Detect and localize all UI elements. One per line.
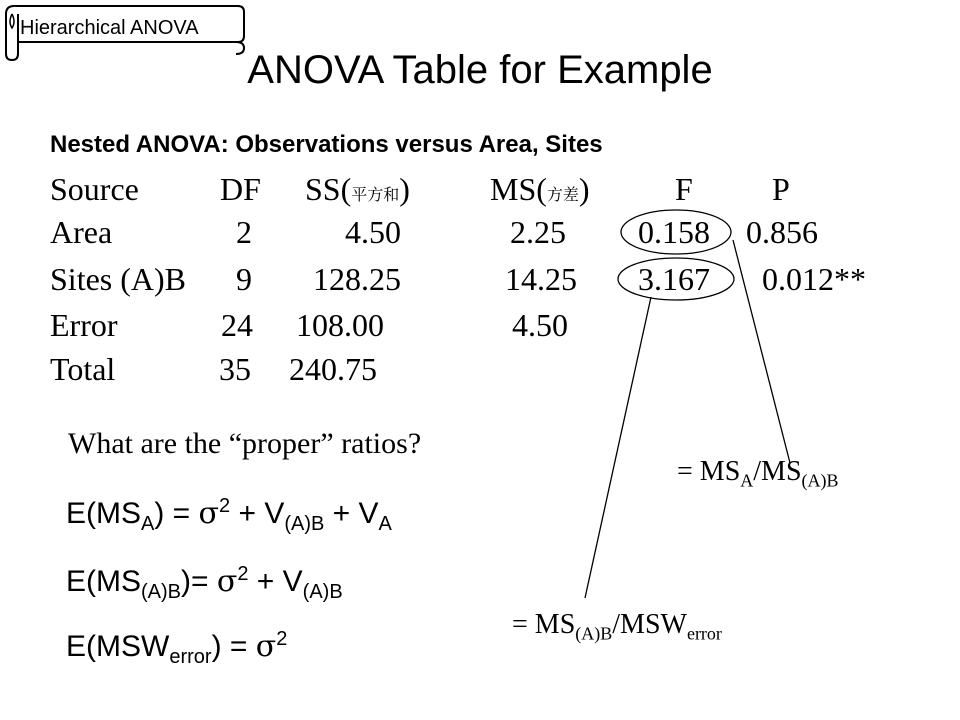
row-error-source: Error [50,307,118,343]
row-sites-source: Sites (A)B [50,261,186,297]
row-total-ss: 240.75 [289,351,377,387]
header-ms: MS(方差) [490,171,590,207]
row-area-ss: 4.50 [345,214,401,250]
row-total-df: 35 [219,351,251,387]
row-error-ss: 108.00 [296,307,384,343]
row-area-p: 0.856 [746,214,818,250]
ratio-area: = $MS_A/MS_{(A)B}$ [677,456,839,491]
row-area-ms: 2.25 [510,214,566,250]
formula-e-msa: $E(MS_A) = \sigma^2 + V_{(A)B} + V_A$ [66,495,392,535]
row-sites-ss: 128.25 [313,261,401,297]
formula-e-msw: $E(MSW_{error}) = \sigma^2$ [66,628,288,668]
row-area-f: 0.158 [638,214,710,250]
formula-e-msab: $E(MS_{(A)B})= \sigma^2 + V_{(A)B}$ [66,563,343,603]
row-area-df: 2 [236,214,252,250]
header-df: DF [220,171,261,207]
f-sites-circle [618,258,734,300]
question-text: What are the “proper” ratios? [68,427,422,460]
row-total-source: Total [50,351,116,387]
page-title: ANOVA Table for Example [247,48,713,92]
subtitle: Nested ANOVA: Observations versus Area, Sites [50,131,603,158]
row-sites-ms: 14.25 [505,261,577,297]
leader-line-area [733,240,790,463]
f-area-circle [621,210,731,254]
row-area-source: Area [50,214,113,250]
row-error-df: 24 [221,307,253,343]
header-ss: SS(平方和) [305,171,410,207]
row-error-ms: 4.50 [512,307,568,343]
header-p: P [772,171,790,207]
row-sites-p: 0.012** [762,261,866,297]
ratio-sites: = $MS_{(A)B}/MSW_{error}$ [512,609,722,644]
leader-line-sites [585,297,651,598]
header-f: F [675,171,693,207]
header-source: Source [50,171,139,207]
row-sites-df: 9 [236,261,252,297]
tag-label: Hierarchical ANOVA [20,17,199,39]
row-sites-f: 3.167 [638,261,710,297]
